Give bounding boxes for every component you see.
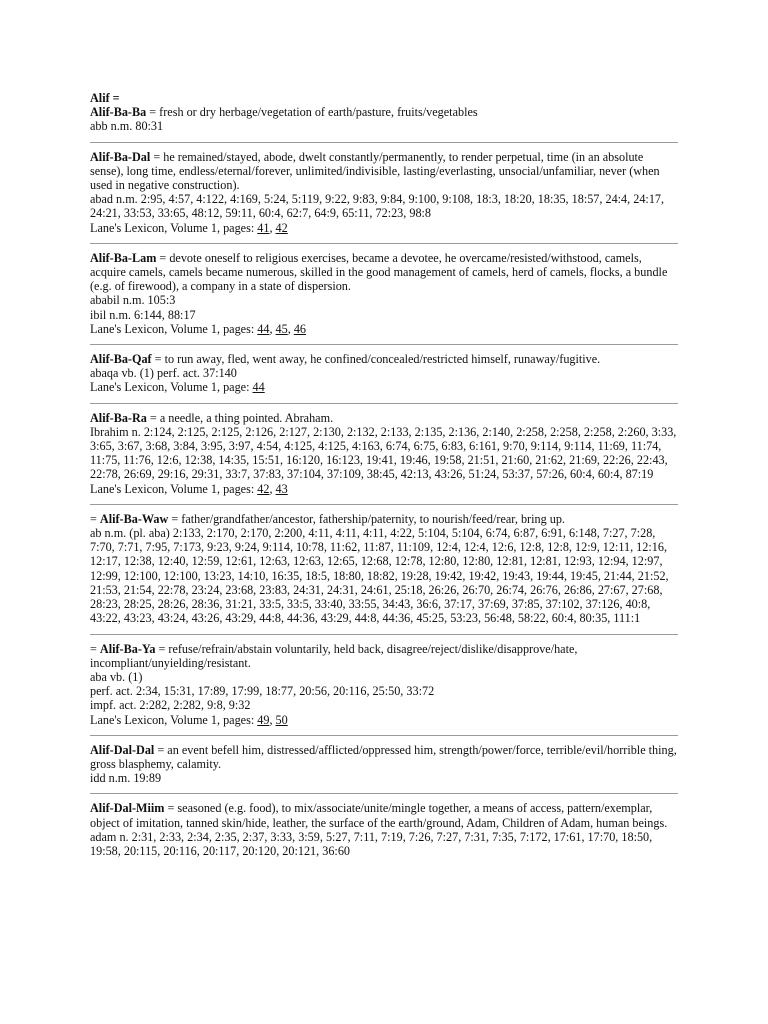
page-link[interactable]: 49 <box>257 712 270 727</box>
divider <box>90 735 678 736</box>
entry-term: Alif-Ba-Ya <box>99 641 156 656</box>
lanes-lexicon-ref: Lane's Lexicon, Volume 1, pages: 41, 42 <box>90 220 288 235</box>
occurrence-line: abad n.m. 2:95, 4:57, 4:122, 4:169, 5:24, 5:119, 9:22, 9:83, 9:84, 9:100, 9:108, 18:3, 18:20, 18:35, 18:57, 24:4, 24:17, 24:21, 33:53, 33:65, 48:12, 59:11, 60:4, 62:7, 64:9, 65:11, 72:23, 98:8 <box>90 192 665 221</box>
occurrence-line: ababil n.m. 105:3 <box>90 293 176 308</box>
entry-prefix: = <box>90 511 100 526</box>
root-heading <box>90 91 678 105</box>
root-term: Alif = <box>90 91 120 105</box>
entry-definition <box>90 150 678 193</box>
definition-text: = to run away, fled, went away, he confined/concealed/restricted himself, runaway/fugitive. <box>151 352 601 367</box>
entry-alif-ba-ya <box>90 642 678 727</box>
divider <box>90 793 678 794</box>
entry-alif-ba-ra <box>90 411 678 496</box>
definition-text: = fresh or dry herbage/vegetation of earth/pasture, fruits/vegetables <box>146 105 478 120</box>
divider <box>90 403 678 404</box>
occurrence-line: Ibrahim n. 2:124, 2:125, 2:125, 2:126, 2:127, 2:130, 2:132, 2:133, 2:135, 2:136, 2:140, 2:258, 2:258, 2:258, 2:260, 3:33, 3:65, 3:67, 3:68, 3:84, 3:95, 3:97, 4:54, 4:125, 4:125, 4:163, 6:74, 6:75, 6:83, 6:161, 9:70, 9:114, 9:114, 11:69, 11:74, 11:75, 11:76, 12:6, 12:38, 14:35, 15:51, 16:120, 16:123, 19:41, 19:46, 19:58, 21:51, 21:60, 21:62, 21:69, 22:26, 22:43, 22:78, 26:69, 29:16, 29:31, 33:7, 37:83, 37:104, 37:109, 38:45, 42:13, 43:26, 51:24, 53:37, 57:26, 60:4, 60:4, 87:19 <box>90 424 677 482</box>
entry-term: Alif-Ba-Ba <box>90 105 147 120</box>
entry-definition <box>90 642 678 670</box>
lanes-lexicon-ref: Lane's Lexicon, Volume 1, pages: 44, 45, 46 <box>90 321 307 336</box>
entry-alif-dal-dal <box>90 743 678 786</box>
page-link[interactable]: 50 <box>275 712 288 727</box>
occurrence-line: impf. act. 2:282, 2:282, 9:8, 9:32 <box>90 698 251 713</box>
entry-alif-ba-lam <box>90 251 678 336</box>
lanes-lexicon-ref: Lane's Lexicon, Volume 1, pages: 49, 50 <box>90 712 288 727</box>
occurrence-line: abaqa vb. (1) perf. act. 37:140 <box>90 366 237 381</box>
entry-term: Alif-Ba-Ra <box>90 410 147 425</box>
occurrence-line: perf. act. 2:34, 15:31, 17:89, 17:99, 18:77, 20:56, 20:116, 25:50, 33:72 <box>90 684 435 699</box>
entry-definition <box>90 251 678 294</box>
entry-alif-ba-ba <box>90 91 678 134</box>
divider <box>90 243 678 244</box>
definition-text: = seasoned (e.g. food), to mix/associate/unite/mingle together, a means of access, pattern/exemplar, object of imitation, tanned skin/hide, leather, the surface of the earth/ground, Adam, Children of Adam, human beings. <box>90 801 668 830</box>
page-link[interactable]: 45 <box>275 321 288 336</box>
lane-label: Lane's Lexicon, Volume 1, pages: <box>90 220 258 235</box>
divider <box>90 504 678 505</box>
entry-definition <box>90 105 678 119</box>
entry-prefix: = <box>90 641 100 656</box>
entry-term: Alif-Ba-Dal <box>90 149 151 164</box>
entry-definition <box>90 411 678 425</box>
lanes-lexicon-ref <box>90 380 678 394</box>
lane-label: Lane's Lexicon, Volume 1, pages: <box>90 712 258 727</box>
page-link[interactable]: 44 <box>257 321 270 336</box>
divider <box>90 142 678 143</box>
entry-alif-ba-dal <box>90 150 678 235</box>
entry-term: Alif-Dal-Miim <box>90 801 165 816</box>
lane-label: Lane's Lexicon, Volume 1, page: <box>90 380 253 395</box>
lane-label: Lane's Lexicon, Volume 1, pages: <box>90 481 258 496</box>
page-link[interactable]: 42 <box>257 481 270 496</box>
page-link[interactable]: 46 <box>293 321 307 336</box>
occurrence-line: adam n. 2:31, 2:33, 2:34, 2:35, 2:37, 3:33, 3:59, 5:27, 7:11, 7:19, 7:26, 7:27, 7:31, 7:35, 7:172, 17:61, 17:70, 18:50, 19:58, 20:115, 20:116, 20:117, 20:120, 20:121, 36:60 <box>90 829 653 858</box>
definition-text: = father/grandfather/ancestor, fathership/paternity, to nourish/feed/rear, bring up. <box>168 511 565 526</box>
definition-text: = an event befell him, distressed/afflicted/oppressed him, strength/power/force, terrible/evil/horrible thing, gross blasphemy, calamity. <box>90 742 677 771</box>
occurrence-line: aba vb. (1) <box>90 669 143 684</box>
divider <box>90 344 678 345</box>
entry-alif-ba-waw <box>90 512 678 626</box>
definition-text: = refuse/refrain/abstain voluntarily, held back, disagree/reject/dislike/disapprove/hate, incompliant/unyielding/resistant. <box>90 641 578 670</box>
page-link[interactable]: 42 <box>275 220 288 235</box>
definition-text: = he remained/stayed, abode, dwelt constantly/permanently, to render perpetual, time (in an absolute sense), long time, endless/eternal/forever, unlimited/indivisible, lasting/everlasting, unsocial/unfamiliar, never (when used in negative construction). <box>90 149 660 193</box>
lanes-lexicon-ref: Lane's Lexicon, Volume 1, pages: 42, 43 <box>90 481 288 496</box>
occurrence-line: idd n.m. 19:89 <box>90 771 162 786</box>
occurrence-line: ibil n.m. 6:144, 88:17 <box>90 307 196 322</box>
entry-alif-ba-qaf <box>90 352 678 395</box>
definition-text: = devote oneself to religious exercises, became a devotee, he overcame/resisted/withstood, camels, acquire camels, camels became numerous, skilled in the good management of camels, herd of camels, flocks, a bundle (e.g. of firewood), a company in a state of dispersion. <box>90 250 668 294</box>
entry-term: Alif-Ba-Lam <box>90 250 157 265</box>
entry-term: Alif-Ba-Qaf <box>90 352 152 367</box>
definition-text: = a needle, a thing pointed. Abraham. <box>146 410 334 425</box>
occurrence-line: ab n.m. (pl. aba) 2:133, 2:170, 2:170, 2:200, 4:11, 4:11, 4:11, 4:22, 5:104, 5:104, 6:74, 6:87, 6:91, 6:148, 7:27, 7:28, 7:70, 7:71, 7:95, 7:173, 9:23, 9:24, 9:114, 10:78, 11:62, 11:87, 11:109, 12:4, 12:4, 12:6, 12:8, 12:8, 12:9, 12:11, 12:16, 12:17, 12:38, 12:40, 12:59, 12:61, 12:63, 12:63, 12:65, 12:68, 12:78, 12:80, 12:80, 12:81, 12:81, 12:93, 12:94, 12:97, 12:99, 12:100, 12:100, 13:23, 14:10, 16:35, 18:5, 18:80, 18:82, 19:28, 19:42, 19:42, 19:43, 19:44, 19:45, 21:44, 21:52, 21:53, 21:54, 22:78, 23:24, 23:68, 23:83, 24:31, 24:31, 24:61, 25:18, 26:26, 26:70, 26:74, 26:76, 26:86, 27:67, 27:68, 28:23, 28:25, 28:26, 28:36, 31:21, 33:5, 33:5, 33:40, 33:55, 34:43, 36:6, 37:17, 37:69, 37:85, 37:102, 37:126, 40:8, 43:22, 43:23, 43:24, 43:26, 43:29, 44:8, 44:36, 43:29, 44:8, 44:36, 45:25, 53:23, 56:48, 58:22, 60:4, 80:35, 111:1 <box>90 526 669 626</box>
divider <box>90 634 678 635</box>
page-link[interactable]: 43 <box>275 481 288 496</box>
entry-term: Alif-Dal-Dal <box>90 742 155 757</box>
entry-definition <box>90 352 678 366</box>
entry-alif-dal-miim <box>90 801 678 858</box>
lane-label: Lane's Lexicon, Volume 1, pages: <box>90 321 258 336</box>
page-link[interactable]: 41 <box>257 220 270 235</box>
occurrence-line: abb n.m. 80:31 <box>90 119 164 134</box>
entry-definition <box>90 512 678 526</box>
entry-definition <box>90 743 678 771</box>
page-link[interactable]: 44 <box>252 380 265 395</box>
entry-definition <box>90 801 678 829</box>
entry-term: Alif-Ba-Waw <box>99 511 169 526</box>
